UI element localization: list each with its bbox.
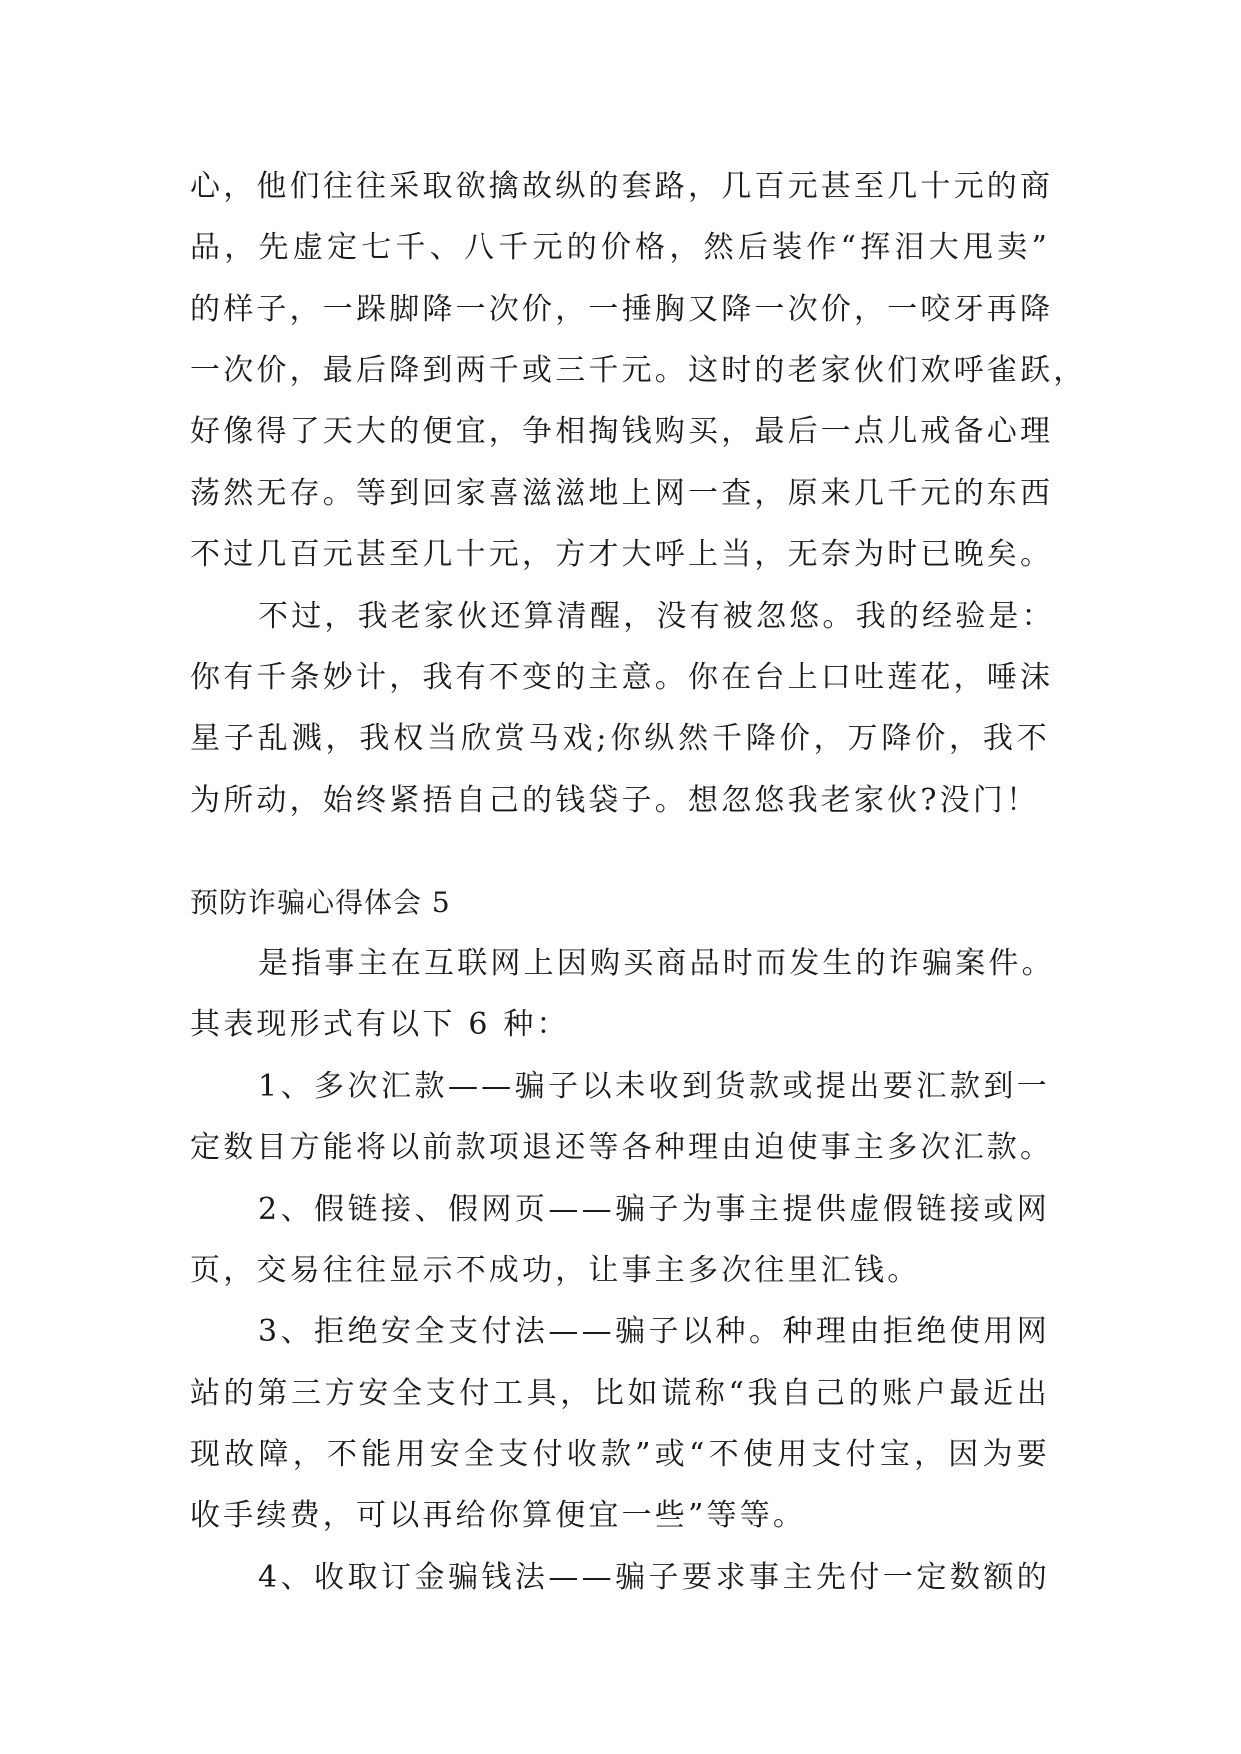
text-line: 星子乱溅，我权当欣赏马戏;你纵然千降价，万降价，我不 (190, 721, 1050, 756)
text-line: 不过几百元甚至几十元，方才大呼上当，无奈为时已晚矣。 (190, 537, 1054, 572)
text-line: 是指事主在互联网上因购买商品时而发生的诈骗案件。 (258, 946, 1055, 981)
text-line: 荡然无存。等到回家喜滋滋地上网一查，原来几千元的东西 (190, 476, 1054, 511)
text-line: 为所动，始终紧捂自己的钱袋子。想忽悠我老家伙?没门！ (190, 783, 1040, 818)
text-line: 品，先虚定七千、八千元的价格，然后装作“挥泪大甩卖” (190, 230, 1050, 265)
text-line: 4、收取订金骗钱法——骗子要求事主先付一定数额的 (258, 1560, 1050, 1595)
text-line: 现故障，不能用安全支付收款”或“不使用支付宝，因为要 (190, 1437, 1050, 1472)
text-line: 定数目方能将以前款项退还等各种理由迫使事主多次汇款。 (190, 1130, 1054, 1165)
text-line: 1、多次汇款——骗子以未收到货款或提出要汇款到一 (258, 1069, 1050, 1104)
text-line: 好像得了天大的便宜，争相掏钱购买，最后一点儿戒备心理 (190, 414, 1054, 449)
text-line: 心，他们往往采取欲擒故纵的套路，几百元甚至几十元的商 (190, 169, 1054, 204)
text-line: 你有千条妙计，我有不变的主意。你在台上口吐莲花，唾沫 (190, 660, 1054, 695)
text-line: 收手续费，可以再给你算便宜一些”等等。 (190, 1498, 807, 1533)
text-line: 不过，我老家伙还算清醒，没有被忽悠。我的经验是： (258, 599, 1055, 634)
text-line: 站的第三方安全支付工具，比如谎称“我自己的账户最近出 (190, 1376, 1050, 1411)
text-line: 3、拒绝安全支付法——骗子以种。种理由拒绝使用网 (258, 1314, 1050, 1349)
text-line: 2、假链接、假网页——骗子为事主提供虚假链接或网 (258, 1192, 1050, 1227)
section-heading: 预防诈骗心得体会 5 (190, 886, 451, 919)
text-line: 页，交易往往显示不成功，让事主多次往里汇钱。 (190, 1253, 921, 1288)
text-line: 的样子，一跺脚降一次价，一捶胸又降一次价，一咬牙再降 (190, 292, 1054, 327)
text-line: 其表现形式有以下 6 种： (190, 1007, 570, 1042)
text-line: 一次价，最后降到两千或三千元。这时的老家伙们欢呼雀跃， (190, 353, 1087, 388)
